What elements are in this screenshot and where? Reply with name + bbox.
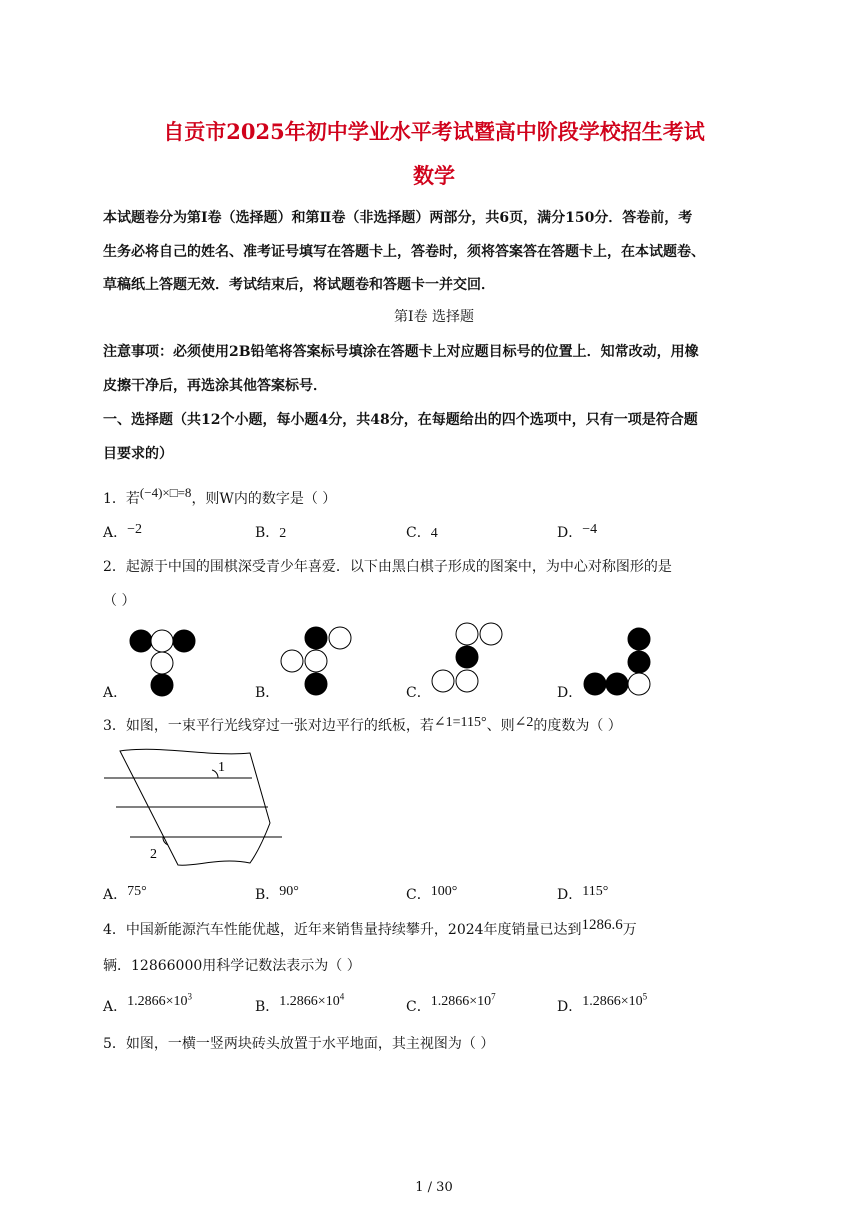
black-stone bbox=[628, 628, 650, 650]
q2-option-c-label: C． bbox=[406, 685, 431, 701]
q2-option-d-label: D． bbox=[557, 685, 583, 701]
q2-figure-b bbox=[281, 627, 351, 695]
q3-option-d: D．115° bbox=[557, 884, 609, 903]
intro-line-1: 本试题卷分为第Ⅰ卷（选择题）和第Ⅱ卷（非选择题）两部分，共6页，满分150分．答卷前，考 bbox=[103, 210, 693, 226]
q2-stone-figures bbox=[0, 610, 868, 730]
white-stone bbox=[432, 670, 454, 692]
white-stone bbox=[151, 652, 173, 674]
q2-stem-paren: （ ） bbox=[103, 593, 136, 609]
q3-option-b: B．90° bbox=[255, 884, 299, 903]
q4-option-a: A．$1.2866\times 10^3$ bbox=[103, 991, 193, 1015]
q3-expression-angle2: ∠2 bbox=[514, 715, 534, 730]
white-stone bbox=[456, 670, 478, 692]
q1-prefix: 1．若 bbox=[103, 491, 140, 507]
angle-1-label: 1 bbox=[218, 760, 225, 775]
q1-expression: (−4)×□=8 bbox=[139, 485, 192, 500]
angle-2-label: 2 bbox=[150, 847, 157, 862]
q4-stem-line-1: 4．中国新能源汽车性能优越，近年来销售量持续攀升，2024年度销量已达到1286.6万 bbox=[103, 917, 637, 938]
black-stone bbox=[606, 673, 628, 695]
q1-option-d: D．−4 bbox=[557, 522, 598, 541]
white-stone bbox=[305, 650, 327, 672]
white-stone bbox=[480, 623, 502, 645]
black-stone bbox=[151, 674, 173, 696]
black-stone bbox=[584, 673, 606, 695]
subject-title: 数学 bbox=[413, 163, 455, 188]
q3-stem: 3．如图，一束平行光线穿过一张对边平行的纸板，若∠1=115°、则∠2的度数为（ ） bbox=[103, 715, 622, 734]
white-stone bbox=[456, 623, 478, 645]
notice-line-2: 皮擦干净后，再选涂其他答案标号． bbox=[103, 378, 327, 394]
q1-option-a: A．−2 bbox=[103, 522, 143, 541]
white-stone bbox=[281, 650, 303, 672]
q4-option-c: C．$1.2866\times 10^7$ bbox=[406, 991, 496, 1015]
part1-heading-line-1: 一、选择题（共12个小题，每小题4分，共48分，在每题给出的四个选项中，只有一项是符合题 bbox=[103, 412, 698, 428]
black-stone bbox=[456, 646, 478, 668]
q4-sales-value: 1286.6 bbox=[581, 917, 623, 933]
part1-heading-line-2: 目要求的） bbox=[103, 446, 173, 462]
q1-stem bbox=[103, 485, 337, 508]
q3-figure bbox=[100, 745, 300, 875]
q1-option-c: C．4 bbox=[406, 525, 438, 541]
section1-heading: 第Ⅰ卷 选择题 bbox=[394, 309, 474, 325]
page-number: 1 / 30 bbox=[415, 1180, 453, 1195]
q4-option-d: D．$1.2866\times 10^5$ bbox=[557, 991, 648, 1015]
q3-expression-angle1: ∠1=115° bbox=[433, 715, 487, 730]
q1-suffix: ，则W内的数字是（ ） bbox=[191, 491, 337, 507]
q2-figure-a bbox=[130, 630, 195, 696]
q2-figure-c bbox=[432, 623, 502, 692]
black-stone bbox=[173, 630, 195, 652]
black-stone bbox=[305, 627, 327, 649]
notice-line-1: 注意事项：必须使用2B铅笔将答案标号填涂在答题卡上对应题目标号的位置上．知常改动，用橡 bbox=[103, 344, 699, 360]
q4-stem-line-2: 辆．12866000用科学记数法表示为（ ） bbox=[103, 958, 361, 974]
page-title: 自贡市2025年初中学业水平考试暨高中阶段学校招生考试 bbox=[163, 119, 705, 144]
black-stone bbox=[628, 651, 650, 673]
black-stone bbox=[305, 673, 327, 695]
white-stone bbox=[628, 673, 650, 695]
q2-option-b-label: B． bbox=[255, 685, 280, 701]
q5-stem: 5．如图，一横一竖两块砖头放置于水平地面，其主视图为（ ） bbox=[103, 1036, 495, 1052]
q2-option-a-label: A． bbox=[103, 685, 128, 701]
q2-stem: 2．起源于中国的围棋深受青少年喜爱．以下由黑白棋子形成的图案中，为中心对称图形的是 bbox=[103, 559, 672, 575]
white-stone bbox=[329, 627, 351, 649]
intro-line-2: 生务必将自己的姓名、准考证号填写在答题卡上，答卷时，须将答案答在答题卡上，在本试题卷、 bbox=[103, 244, 705, 260]
q3-option-a: A．75° bbox=[103, 884, 147, 903]
q4-option-b: B．$1.2866\times 10^4$ bbox=[255, 991, 345, 1015]
intro-line-3: 草稿纸上答题无效．考试结束后，将试题卷和答题卡一并交回． bbox=[103, 277, 495, 293]
q1-option-b: B．2 bbox=[255, 525, 287, 541]
black-stone bbox=[130, 630, 152, 652]
q3-option-c: C．100° bbox=[406, 884, 458, 903]
white-stone bbox=[151, 630, 173, 652]
q2-figure-d bbox=[584, 628, 650, 695]
